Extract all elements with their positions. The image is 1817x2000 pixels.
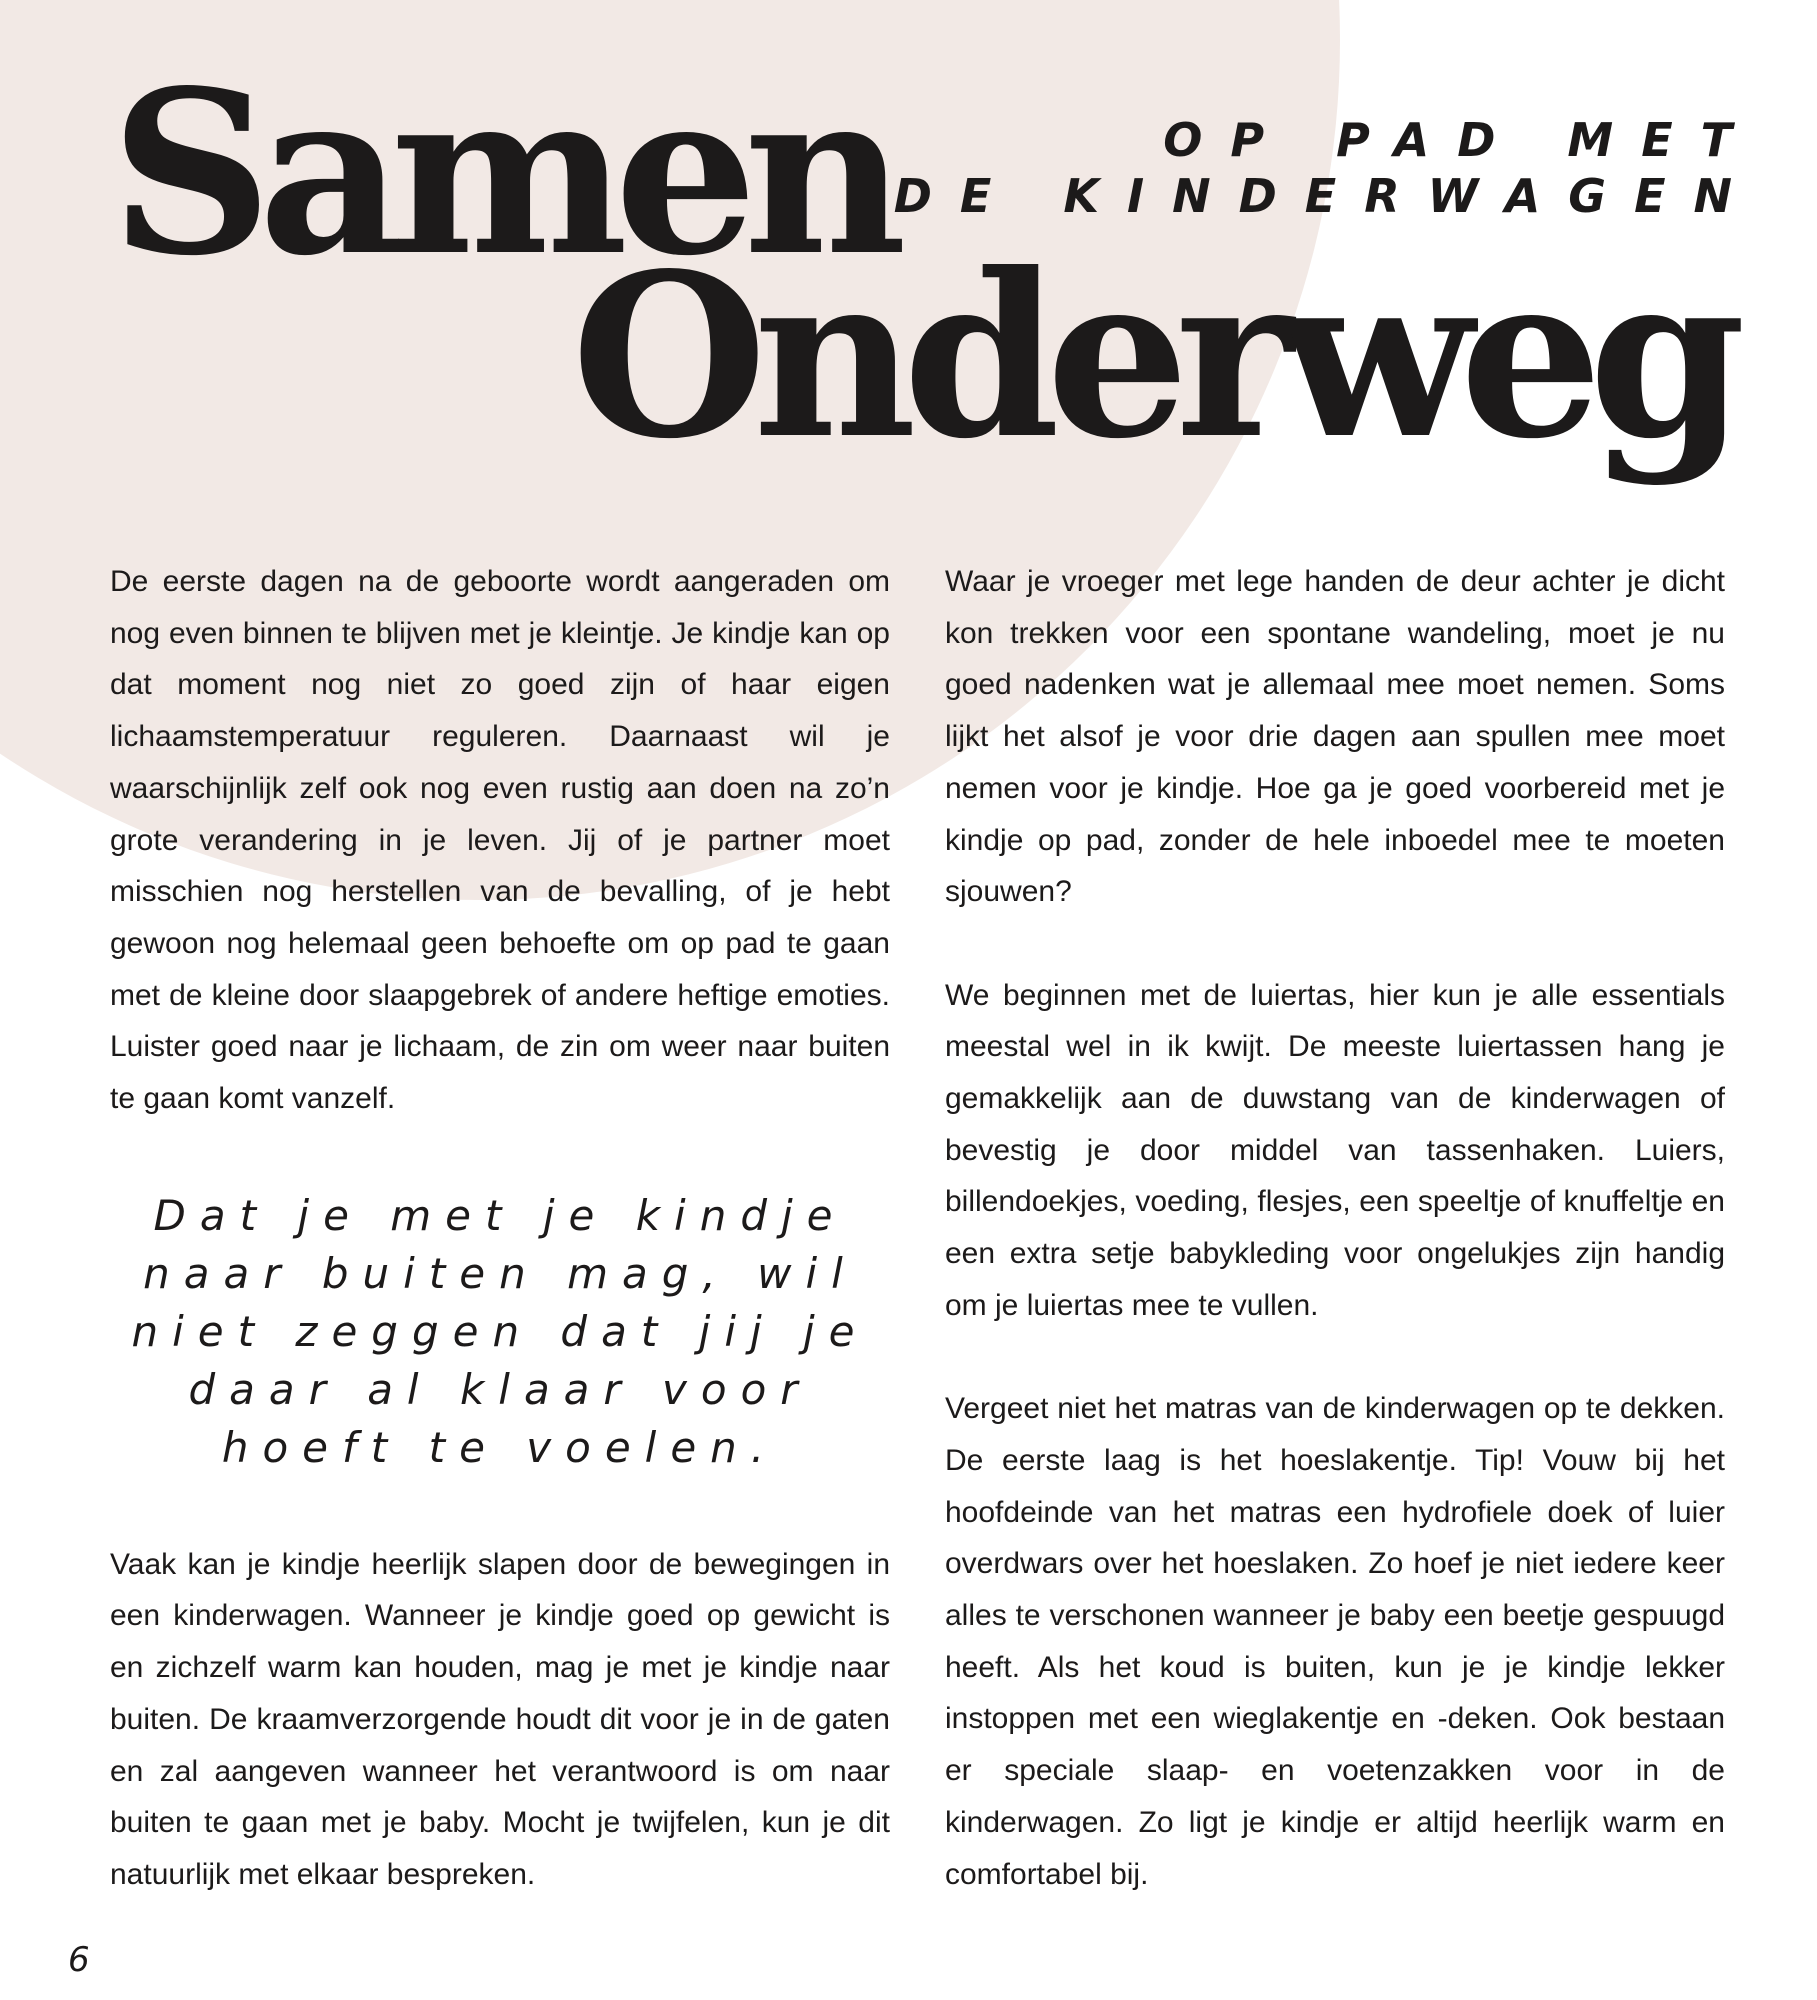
right-paragraph-luiertas: We beginnen met de luiertas, hier kun je alle essentials meestal wel in ik kwijt. De meeste luiertassen hang je gemakkelijk aan de duwstang van de kinderwagen of bevestig je door middel van tassenhaken. Luiers, billendoekjes, voeding, flesjes, een speeltje of knuffeltje en een extra setje babykleding voor ongelukjes zijn handig om je luiertas mee te vullen. [945,978,1725,1322]
right-column [945,556,1725,1900]
left-column [110,556,890,1901]
right-paragraph-preparation: Waar je vroeger met lege handen de deur achter je dicht kon trekken voor een spontane wandeling, moet je nu goed nadenken wat je allemaal mee moet nemen. Soms lijkt het alsof je voor drie dagen aan spullen mee moet nemen voor je kindje. Hoe ga je goed voorbereid met je kindje op pad, zonder de hele inboedel mee te moeten sjouwen? [945,565,1725,909]
page-number: 6 [68,1940,90,1980]
subtitle [893,112,1760,224]
right-paragraph-matras: Vergeet niet het matras van de kinderwagen op te dekken. De eerste laag is het hoeslakentje. Tip! Vouw bij het hoofdeinde van het matras een hydrofiele doek of luier overdwars over het hoeslaken. Zo hoef je niet iedere keer alles te verschonen wanneer je baby een beetje gespuugd heeft. Als het koud is buiten, kun je je kindje lekker instoppen met een wieglakentje en -deken. Ook bestaan er speciale slaap- en voetenzakken voor in de kinderwagen. Zo ligt je kindje er altijd heerlijk warm en comfortabel bij. [945,1392,1725,1891]
left-paragraph-intro: De eerste dagen na de geboorte wordt aangeraden om nog even binnen te blijven met je kleintje. Je kindje kan op dat moment nog niet zo goed zijn of haar eigen lichaamstemperatuur reguleren. Daarnaast wil je waarschijnlijk zelf ook nog even rustig aan doen na zo’n grote verandering in je leven. Jij of je partner moet misschien nog herstellen van de bevalling, of je hebt gewoon nog helemaal geen behoefte om op pad te gaan met de kleine door slaapgebrek of andere heftige emoties. Luister goed naar je lichaam, de zin om weer naar buiten te gaan komt vanzelf. [110,565,890,1116]
title-line-onderweg: Onderweg [571,225,1732,489]
title-line-samen: Samen [110,42,894,306]
subtitle-line-2: DE KINDERWAGEN [893,169,1760,223]
subtitle-line-1: OP PAD MET [1163,113,1760,167]
left-paragraph-kinderwagen: Vaak kan je kindje heerlijk slapen door de bewegingen in een kinderwagen. Wanneer je kindje goed op gewicht is en zichzelf warm kan houden, mag je met je kindje naar buiten. De kraamverzorgende houdt dit voor je in de gaten en zal aangeven wanneer het verantwoord is om naar buiten te gaan met je baby. Mocht je twijfelen, kun je dit natuurlijk met elkaar bespreken. [110,1547,890,1891]
pull-quote: Dat je met je kindje naar buiten mag, wil niet zeggen dat jij je daar al klaar voor hoeft te voelen. [131,1190,869,1472]
